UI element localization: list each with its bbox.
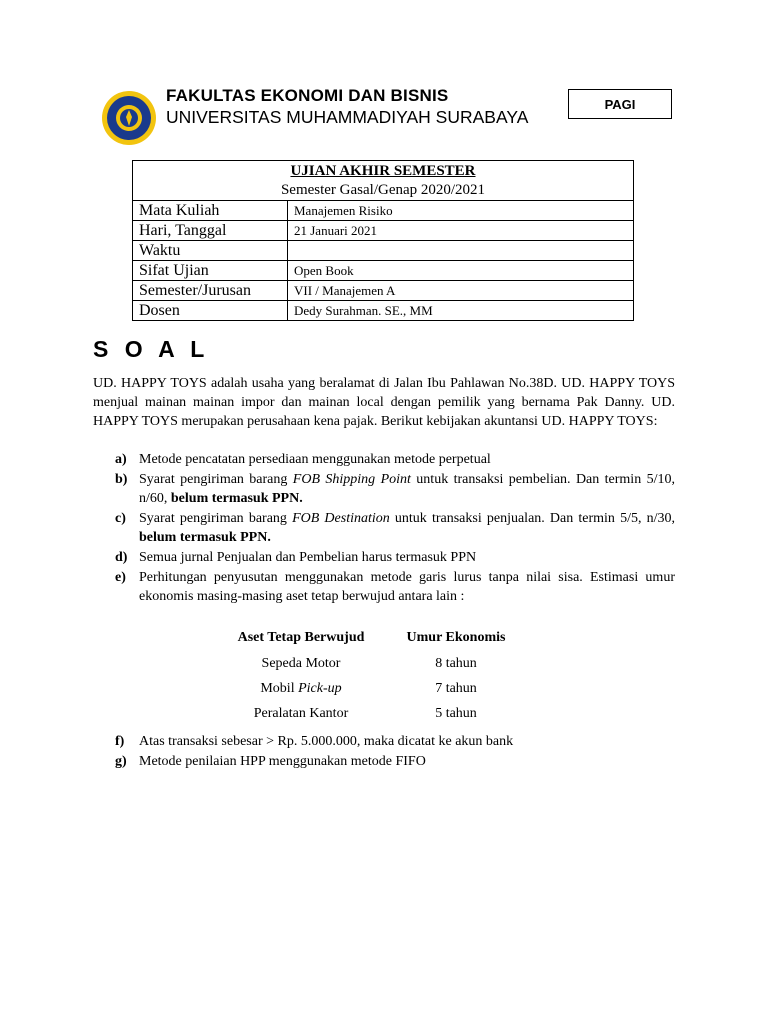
row-value — [288, 241, 634, 261]
list-marker: d) — [115, 550, 128, 565]
list-marker: e) — [115, 570, 126, 585]
table-row — [133, 241, 634, 261]
soal-heading: S O A L — [93, 336, 210, 362]
asset-name: Sepeda Motor — [261, 656, 341, 671]
list-item — [93, 470, 675, 508]
list-item — [93, 450, 675, 469]
list-item — [93, 568, 675, 606]
row-value: Dedy Surahman. SE., MM — [288, 301, 634, 321]
list-item — [93, 548, 675, 567]
row-label: Waktu — [133, 241, 288, 261]
table-row — [133, 281, 634, 301]
table-row — [0, 656, 768, 676]
university-logo — [101, 90, 157, 146]
list-text-bold: belum termasuk PPN. — [139, 530, 271, 545]
faculty-name: FAKULTAS EKONOMI DAN BISNIS — [166, 86, 449, 105]
policy-list — [93, 450, 675, 607]
list-marker: a) — [115, 452, 127, 467]
list-text: untuk transaksi penjualan. Dan termin 5/5, n/30, — [389, 511, 676, 526]
list-item — [93, 732, 675, 751]
col-header-life: Umur Ekonomis — [406, 630, 506, 645]
row-value: 21 Januari 2021 — [288, 221, 634, 241]
list-text-italic: FOB Shipping Point — [292, 472, 411, 487]
list-item — [93, 509, 675, 547]
asset-life: 8 tahun — [435, 656, 477, 671]
row-value: Open Book — [288, 261, 634, 281]
table-row — [133, 301, 634, 321]
table-row — [133, 261, 634, 281]
row-label: Semester/Jurusan — [133, 281, 288, 301]
list-marker: g) — [115, 754, 127, 769]
row-value: VII / Manajemen A — [288, 281, 634, 301]
row-value: Manajemen Risiko — [288, 201, 634, 221]
list-text: Syarat pengiriman barang — [139, 472, 293, 487]
asset-life: 5 tahun — [435, 706, 477, 721]
university-name: UNIVERSITAS MUHAMMADIYAH SURABAYA — [166, 107, 529, 127]
asset-table-header — [0, 630, 768, 650]
row-label: Dosen — [133, 301, 288, 321]
exam-title: UJIAN AKHIR SEMESTER — [133, 161, 634, 182]
list-text: Metode penilaian HPP menggunakan metode FIFO — [139, 754, 426, 769]
asset-life: 7 tahun — [435, 681, 477, 696]
list-text: Metode pencatatan persediaan menggunakan metode perpetual — [139, 452, 491, 467]
list-item — [93, 752, 675, 771]
list-text: Perhitungan penyusutan menggunakan metode garis lurus tanpa nilai sisa. Estimasi umur ekonomis masing-masing aset tetap berwujud antara lain : — [139, 570, 675, 604]
row-label: Sifat Ujian — [133, 261, 288, 281]
asset-name: Peralatan Kantor — [253, 706, 349, 721]
list-text-italic: FOB Destination — [292, 511, 390, 526]
table-row — [0, 681, 768, 701]
asset-name: Mobil Pick-up — [260, 681, 342, 696]
list-text: Semua jurnal Penjualan dan Pembelian harus termasuk PPN — [139, 550, 477, 565]
list-marker: f) — [115, 734, 125, 749]
exam-subtitle: Semester Gasal/Genap 2020/2021 — [133, 181, 634, 201]
exam-info-table — [132, 160, 634, 321]
session-badge: PAGI — [568, 89, 672, 119]
list-text: untuk transaksi pembelian. Dan termin 5/10, n/60, — [139, 472, 675, 506]
intro-paragraph: UD. HAPPY TOYS adalah usaha yang beralamat di Jalan Ibu Pahlawan No.38D. UD. HAPPY TOYS menjual mainan mainan impor dan mainan local dengan pemilik yang bernama Pak Danny. UD. HAPPY TOYS merupakan perusahaan kena pajak. Berikut kebijakan akuntansi UD. HAPPY TOYS: — [93, 376, 675, 429]
list-marker: c) — [115, 511, 126, 526]
col-header-asset: Aset Tetap Berwujud — [237, 630, 365, 645]
list-text-bold: belum termasuk PPN. — [170, 491, 303, 506]
row-label: Hari, Tanggal — [133, 221, 288, 241]
list-marker: b) — [115, 472, 128, 487]
table-row — [0, 706, 768, 726]
table-row — [133, 221, 634, 241]
policy-list-continued — [93, 732, 675, 772]
list-text: Syarat pengiriman barang — [139, 511, 293, 526]
table-row — [133, 201, 634, 221]
list-text: Atas transaksi sebesar > Rp. 5.000.000, maka dicatat ke akun bank — [139, 734, 514, 749]
row-label: Mata Kuliah — [133, 201, 288, 221]
